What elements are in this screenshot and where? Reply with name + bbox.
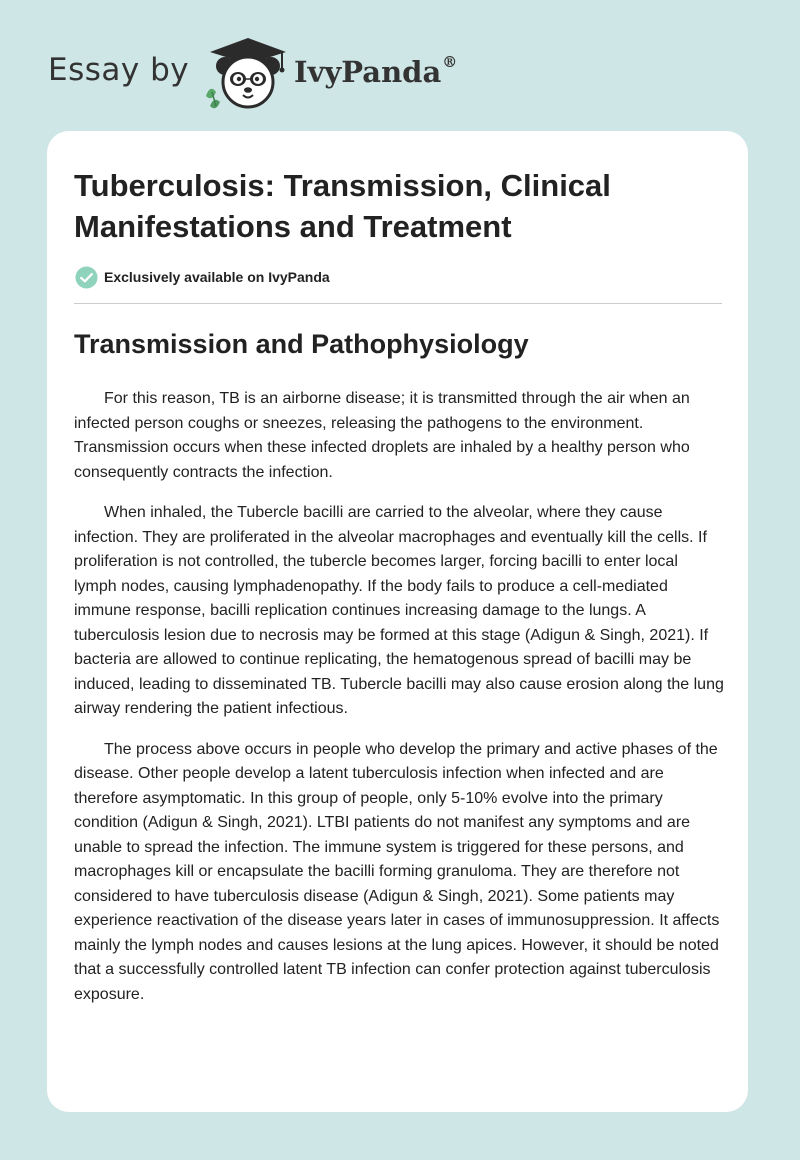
exclusive-badge — [75, 265, 330, 289]
panda-logo-icon[interactable] — [200, 34, 292, 110]
check-circle-icon — [75, 266, 98, 289]
title-divider — [74, 303, 722, 304]
paragraph-3: The process above occurs in people who develop the primary and active phases of the disease. Other people develop a latent tuberculosis infection when infected and are therefore asymptomatic. In this group of people, only 5-10% evolve into the primary condition (Adigun & Singh, 2021). LTBI patients do not manifest any symptoms and are unable to spread the infection. The immune system is triggered for these persons, and macrophages kill or encapsulate the bacilli forming granuloma. They are therefore not considered to have tuberculosis disease (Adigun & Singh, 2021). Some patients may experience reactivation of the disease years later in cases of immunosuppression. It affects mainly the lymph nodes and causes lesions at the lung apices. However, it should be noted that a successfully controlled latent TB infection can confer protection against tuberculosis exposure. — [74, 740, 720, 1003]
paragraph-1: For this reason, TB is an airborne disease; it is transmitted through the air when an infected person coughs or sneezes, releasing the pathogens to the environment. Transmission occurs when these infected droplets are inhaled by a healthy person who consequently contracts the infection. — [74, 390, 690, 481]
registered-mark: ® — [442, 53, 458, 71]
section-heading: Transmission and Pathophysiology — [74, 329, 529, 359]
essay-by-label: Essay by — [48, 52, 190, 88]
article-card — [47, 131, 748, 1112]
brand-name[interactable] — [294, 55, 457, 89]
article-title: Tuberculosis: Transmission, Clinical Manifestations and Treatment — [74, 168, 611, 244]
exclusive-badge-text: Exclusively available on IvyPanda — [104, 269, 330, 285]
brand-name-text: IvyPanda — [294, 55, 442, 89]
paragraph-2: When inhaled, the Tubercle bacilli are carried to the alveolar, where they cause infection. They are proliferated in the alveolar macrophages and eventually kill the cells. If proliferation is not controlled, the tubercle becomes larger, forcing bacilli to enter local lymph nodes, causing lymphadenopathy. If the body fails to produce a cell-mediated immune response, bacilli replication continues increasing damage to the lungs. A tuberculosis lesion due to necrosis may be formed at this stage (Adigun & Singh, 2021). If bacteria are allowed to continue replicating, the hematogenous spread of bacilli may be induced, leading to disseminated TB. Tubercle bacilli may also cause erosion along the lung airway rendering the patient infectious. — [74, 504, 724, 717]
site-header — [0, 0, 800, 120]
article-body — [74, 387, 724, 1023]
